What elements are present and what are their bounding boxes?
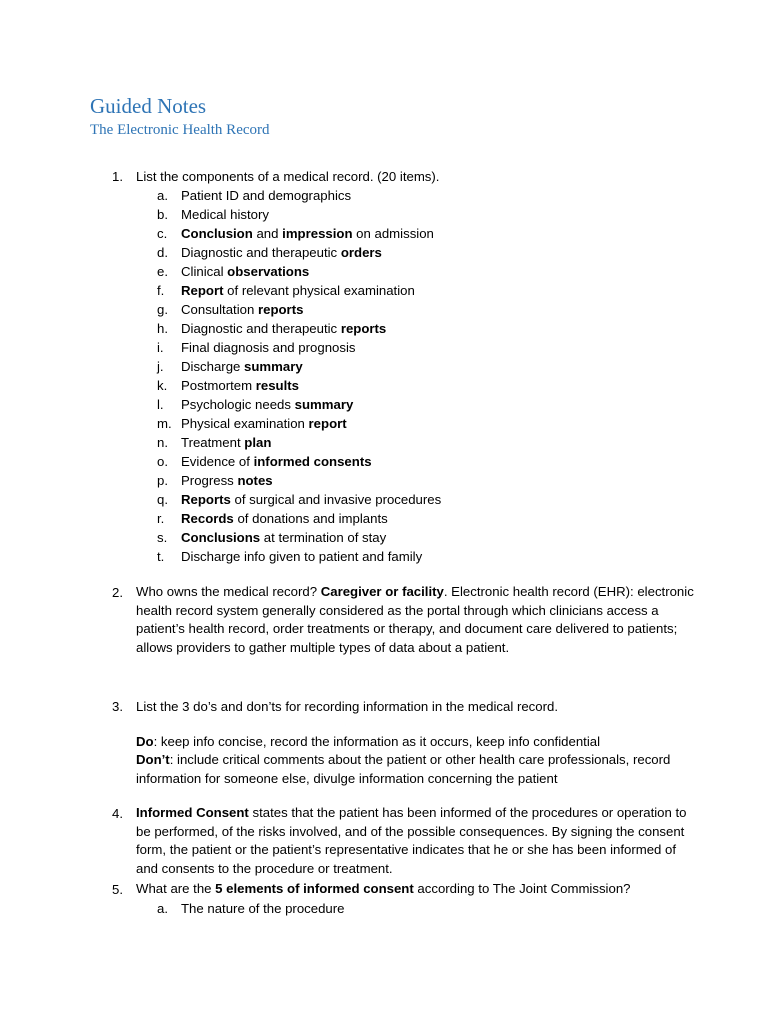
bold-run: Reports <box>181 491 231 507</box>
list-item-text <box>181 395 353 414</box>
bold-run: plan <box>244 434 272 450</box>
bold-run: summary <box>294 396 354 412</box>
text-run: Consultation <box>181 301 258 317</box>
dont-label: Don’t <box>136 752 170 767</box>
bold-run: Conclusions <box>181 529 261 545</box>
text-run: of relevant physical examination <box>223 282 415 298</box>
list-item-text <box>181 414 347 433</box>
dont-text: : include critical comments about the patient or other health care professionals, record information for someone else, divulge information concerning the patient <box>136 752 671 786</box>
bold-run: reports <box>257 301 304 317</box>
text-run: Diagnostic and therapeutic <box>181 320 341 336</box>
list-item-text <box>181 319 386 338</box>
bold-run: orders <box>340 244 382 260</box>
list-letter: b. <box>157 206 168 222</box>
bold-run: Report <box>181 282 224 298</box>
list-item-text <box>181 205 269 224</box>
question-lead: Who owns the medical record? <box>136 584 321 599</box>
list-item-text <box>181 490 441 509</box>
list-item-text <box>181 452 372 471</box>
bold-run: summary <box>244 358 303 374</box>
list-item-text <box>181 281 415 300</box>
text-run: of donations and implants <box>233 510 388 526</box>
text-run: Psychologic needs <box>181 396 295 412</box>
list-letter: f. <box>157 282 165 298</box>
text-run: on admission <box>352 225 434 241</box>
question-rest: states that the patient has been informed of the procedures or operation to be performed, of the risks involved, and of the possible consequences. By signing the consent form, the patient or the patient’s representative indicates that he or she has been informed of and consents to the procedure or treatment. <box>136 805 687 876</box>
list-item-text <box>181 186 351 205</box>
question-2-text <box>136 583 696 657</box>
text-run: Final diagnosis and prognosis <box>181 339 356 355</box>
text-run: Postmortem <box>181 377 256 393</box>
list-item-text <box>181 528 386 547</box>
question-5-text <box>136 880 696 899</box>
text-run: at termination of stay <box>260 529 387 545</box>
list-item-text <box>181 224 434 243</box>
question-number: 4. <box>112 806 123 821</box>
bold-run: observations <box>227 263 310 279</box>
text-run: Diagnostic and therapeutic <box>181 244 341 260</box>
page-subtitle: The Electronic Health Record <box>90 122 270 138</box>
bold-run: informed consents <box>253 453 372 469</box>
list-letter: p. <box>157 472 168 488</box>
do-label: Do <box>136 734 154 749</box>
bold-run: report <box>308 415 347 431</box>
do-line <box>136 733 696 752</box>
list-letter: c. <box>157 225 168 241</box>
list-item-text <box>181 509 388 528</box>
list-item-text <box>181 300 303 319</box>
list-item-text <box>181 243 382 262</box>
page-title: Guided Notes <box>90 94 207 118</box>
text-run: Progress <box>181 472 238 488</box>
answer-bold: Caregiver or facility <box>320 584 444 599</box>
question-4-text <box>136 804 696 878</box>
question-lead: What are the <box>136 881 216 896</box>
text-run: Discharge info given to patient and family <box>181 548 423 564</box>
list-letter: s. <box>157 529 168 545</box>
bold-run: results <box>255 377 299 393</box>
question-text: List the 3 do’s and don’ts for recording information in the medical record. <box>136 699 558 714</box>
term-bold: Informed Consent <box>136 805 249 820</box>
list-letter: t. <box>157 548 165 564</box>
list-letter: j. <box>157 358 164 374</box>
list-item-text <box>181 433 271 452</box>
list-letter: a. <box>157 188 168 203</box>
text-run: and <box>252 225 283 241</box>
question-number: 2. <box>112 585 123 600</box>
text-run: Treatment <box>181 434 245 450</box>
list-letter: l. <box>157 396 164 412</box>
question-number: 1. <box>112 169 123 184</box>
text-run: Patient ID and demographics <box>181 188 352 203</box>
question-rest: . Electronic health record (EHR): electronic health record system generally considered as the portal through which clinicians access a patient’s health record, order treatments or therapy, and document care delivered to patients; allows providers to gather multiple types of data about a patient. <box>136 584 694 655</box>
question-rest: according to The Joint Commission? <box>413 881 631 896</box>
text-run: Physical examination <box>181 415 309 431</box>
list-letter: a. <box>157 901 168 916</box>
list-letter: h. <box>157 320 168 336</box>
do-text: : keep info concise, record the information as it occurs, keep info confidential <box>153 734 601 749</box>
list-item-text <box>181 262 309 281</box>
list-letter: n. <box>157 434 168 450</box>
list-item-text <box>181 547 422 566</box>
text-run: Discharge <box>181 358 245 374</box>
list-letter: k. <box>157 377 168 393</box>
text-run: Evidence of <box>181 453 254 469</box>
question-bold: 5 elements of informed consent <box>215 881 414 896</box>
list-item-text: The nature of the procedure <box>181 901 345 916</box>
list-letter: o. <box>157 453 168 469</box>
text-run: Medical history <box>181 206 269 222</box>
text-run: Clinical <box>181 263 228 279</box>
list-item-text <box>181 338 355 357</box>
list-item-text <box>181 471 273 490</box>
list-letter: r. <box>157 510 165 526</box>
list-letter: d. <box>157 244 168 260</box>
list-letter: m. <box>157 415 172 431</box>
list-item-text <box>181 357 303 376</box>
dont-line <box>136 751 696 788</box>
list-letter: e. <box>157 263 168 279</box>
bold-run: Conclusion <box>181 225 253 241</box>
question-number: 5. <box>112 882 123 897</box>
bold-run: Records <box>181 510 234 526</box>
bold-run: impression <box>282 225 353 241</box>
text-run: of surgical and invasive procedures <box>230 491 442 507</box>
list-letter: g. <box>157 301 168 317</box>
list-letter: q. <box>157 491 168 507</box>
question-text: List the components of a medical record. (20 items). <box>136 169 440 184</box>
list-letter: i. <box>157 339 164 355</box>
bold-run: reports <box>340 320 387 336</box>
list-item-text <box>181 376 299 395</box>
bold-run: notes <box>237 472 273 488</box>
question-number: 3. <box>112 699 123 714</box>
